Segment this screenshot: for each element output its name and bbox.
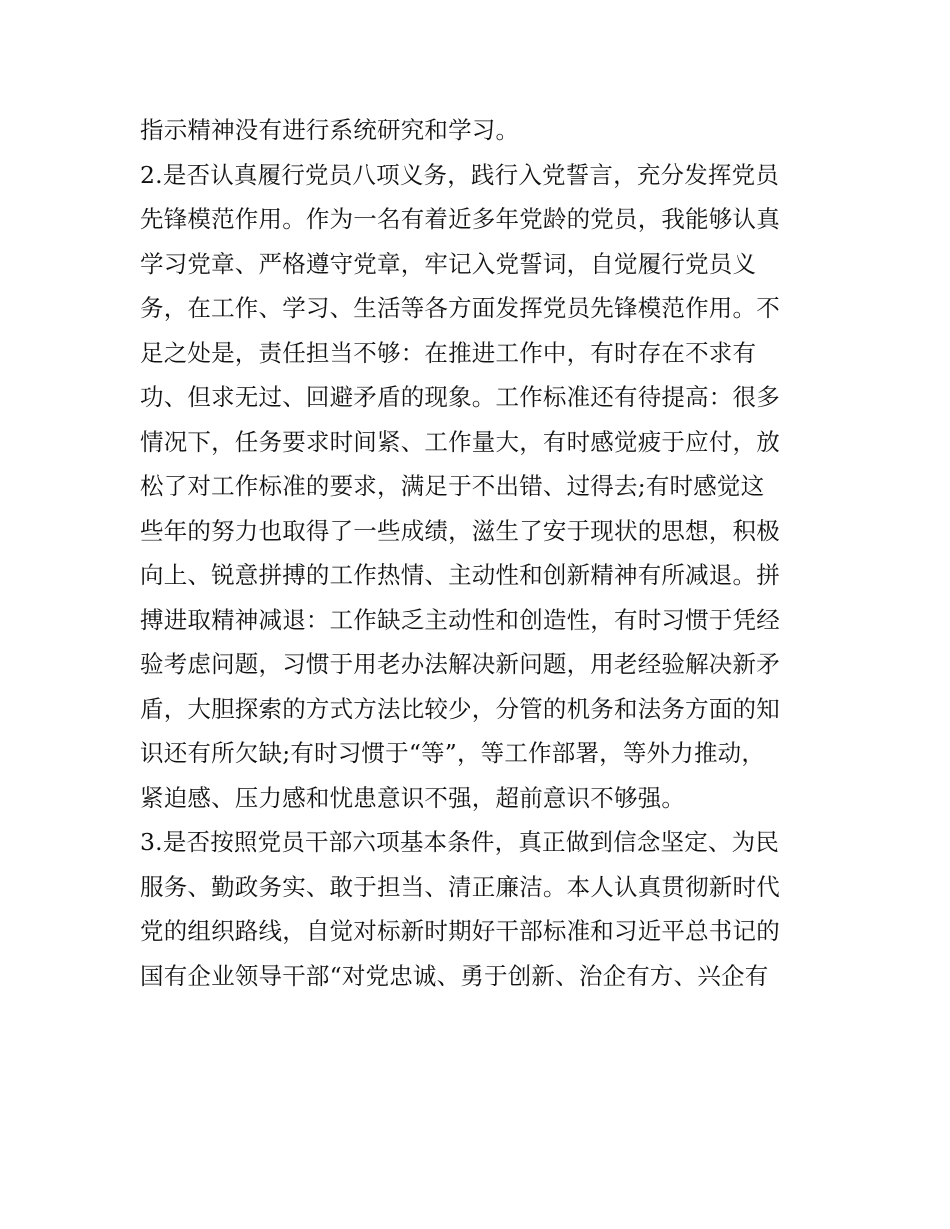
text-line: 指示精神没有进行系统研究和学习。 [140, 116, 520, 144]
text-line: 功、但求无过、回避矛盾的现象。工作标准还有待提高：很多 [140, 383, 780, 411]
text-line: 党的组织路线，自觉对标新时期好干部标准和习近平总书记的 [140, 917, 780, 945]
text-line: 3.是否按照党员干部六项基本条件，真正做到信念坚定、为民 [140, 828, 780, 856]
text-line: 盾，大胆探索的方式方法比较少，分管的机务和法务方面的知 [140, 694, 780, 723]
text-line: 2.是否认真履行党员八项义务，践行入党誓言，充分发挥党员 [140, 160, 780, 189]
text-line: 紧迫感、压力感和忧患意识不强，超前意识不够强。 [140, 783, 686, 812]
text-line: 学习党章、严格遵守党章，牢记入党誓词，自觉履行党员义 [140, 249, 757, 278]
text-line: 情况下，任务要求时间紧、工作量大，有时感觉疲于应付，放 [140, 427, 780, 456]
text-line: 足之处是，责任担当不够：在推进工作中，有时存在不求有 [140, 338, 757, 367]
text-line: 搏进取精神减退：工作缺乏主动性和创造性，有时习惯于凭经 [140, 605, 780, 634]
document-body [140, 108, 820, 998]
text-line: 务，在工作、学习、生活等各方面发挥党员先锋模范作用。不 [140, 294, 780, 322]
text-line: 松了对工作标准的要求，满足于不出错、过得去;有时感觉这 [140, 472, 765, 500]
text-line: 验考虑问题，习惯于用老办法解决新问题，用老经验解决新矛 [140, 650, 780, 678]
text-line: 些年的努力也取得了一些成绩，滋生了安于现状的思想，积极 [140, 516, 780, 545]
text-line: 向上、锐意拼搏的工作热情、主动性和创新精神有所减退。拼 [140, 561, 780, 589]
text-line: 先锋模范作用。作为一名有着近多年党龄的党员，我能够认真 [140, 205, 780, 233]
text-line: 服务、勤政务实、敢于担当、清正廉洁。本人认真贯彻新时代 [140, 872, 780, 901]
text-line: 识还有所欠缺;有时习惯于“等”，等工作部署，等外力推动， [140, 739, 766, 767]
text-line: 国有企业领导干部“对党忠诚、勇于创新、治企有方、兴企有 [140, 961, 769, 990]
